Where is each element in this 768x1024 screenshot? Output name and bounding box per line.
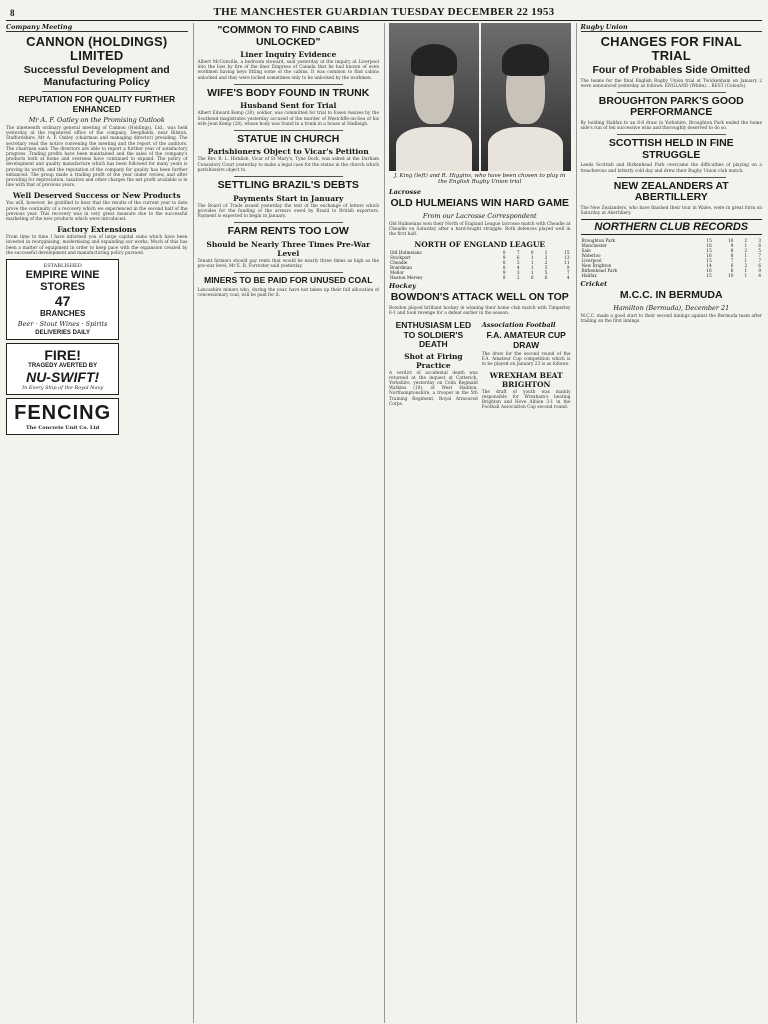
section-kicker: Rugby Union [581,23,763,32]
records-headline: NORTHERN CLUB RECORDS [581,219,763,235]
photo-player-higgins [481,23,571,171]
section-kicker: Hockey [389,282,416,291]
newspaper-title: THE MANCHESTER GUARDIAN TUESDAY DECEMBER 22 1953 [213,6,555,18]
article-subhead: Should be Nearly Three Times Pre-War Level [206,239,371,258]
article-body: You will, however, be gratified to hear that the results of the current year to date prove the continuity of a recovery which we experienced in the second half of the previous year. This recovery was in very great measure due to the successful marketing of the new products which were introduced. [6,201,188,223]
photo-caption: J. King (left) and R. Higgins, who have been chosen to play in the English Rugby Union trial [394,173,566,185]
table-row: Mellor 9 3 1 5 7 [390,270,570,276]
article-body: By holding Halifax to an 8-8 draw in Yorkshire, Broughton Park ended the home side's run of ten successive wins and thoroughly deserved to do so. [580,120,762,132]
table-row: New Brighton 14 6 2 6 [581,263,761,269]
section-kicker: Association Football [481,321,556,330]
standings-table [389,250,571,280]
article-subheading: Well Deserved Success or New Products [12,191,181,201]
article-body: The New Zealanders, who have finished their tour in Wales, were in great form on Saturday at Abertillery. [580,205,762,216]
article-headline: STATUE IN CHURCH [237,132,340,145]
column-company-meeting [6,23,188,1023]
section-kicker: Cricket [580,280,608,289]
article-body: Bowdon played brilliant hockey in winning their home club match with Timperley 6-1 and took revenge for a defeat earlier in the season. [389,305,571,316]
page-number: 8 [10,8,15,18]
advertisement-nu-swift: FIRE! TRAGEDY AVERTED BY NU-SWIFT! In Every Ship of the Royal Navy [6,343,119,395]
article-subhead: Parishioners Object to Vicar's Petition [207,147,369,157]
table-row: Heaton Mersey 8 2 0 6 4 [390,275,570,281]
table-row: Manchester 16 9 1 6 [581,243,761,249]
table-row: Stockport 9 6 1 2 13 [390,255,570,261]
column-sport [384,23,571,1023]
article-headline: OLD HULMEIANS WIN HARD GAME [390,197,569,209]
article-subhead: Four of Probables Side Omitted [592,64,750,76]
article-byline: Hamilton (Bermuda), December 21 [613,303,730,312]
article-headline: WREXHAM BEAT BRIGHTON [489,370,563,389]
records-table [581,238,763,278]
article-body: Lancashire miners who, during the year, have not taken up their full allocation of concessionary coal, will be paid for it. [197,287,379,298]
article-headline: FARM RENTS TOO LOW [227,225,349,238]
article-headline: SETTLING BRAZIL'S DEBTS [217,179,359,192]
article-body: The Rev. R. L. Hicklish, Vicar of St Mary's, Tyne Dock, was asked at the Durham Consistory Court yesterday to make a legal case for the statue in the church which parishioners object to. [197,157,379,173]
table-row: Cheadle 8 5 1 2 11 [390,260,570,266]
article-body: Old Hulmeians won their North of England League lacrosse match with Cheadle at Cheadle on Saturday after a hard-fought struggle. Both defences played well in the first half. [389,221,571,237]
table-row: Waterloo 16 8 1 7 [581,253,761,259]
section-kicker: Lacrosse [389,188,421,196]
photo-player-king [389,23,479,171]
article-headline: CHANGES FOR FINAL TRIAL [600,34,742,63]
article-body: The teams for the final English Rugby Union trial at Twickenham on January 2 were announced yesterday as follows: ENGLAND (White)... REST (Colours). [580,78,762,89]
article-body: M.C.C. made a good start to their second innings against the Bermuda team after trailing on the first innings. [580,313,762,324]
article-headline: ENTHUSIASM LED TO SOLDIER'S DEATH [395,320,472,350]
article-body: The draw for the second round of the F.A. Amateur Cup competition which is to be played on January 23 is as follows. [481,352,571,368]
article-headline: NEW ZEALANDERS AT ABERTILLERY [613,179,729,204]
article-subhead: Shot at Firing Practice [404,351,463,370]
photo-players [389,23,571,171]
article-headline: BROUGHTON PARK'S GOOD PERFORMANCE [598,94,744,119]
article-headline: MINERS TO BE PAID FOR UNUSED COAL [204,275,373,286]
table-row: Birkenhead Park 16 6 1 9 [581,268,761,274]
table-row: Sale 15 8 2 5 [581,248,761,254]
column-news [193,23,380,1023]
column-rugby [576,23,763,1023]
article-subheading: Factory Extensions [57,225,137,235]
standings-title: NORTH OF ENGLAND LEAGUE [414,240,546,250]
advertisement-empire-wine: ESTABLISHED EMPIRE WINE STORES 47 BRANCHES Beer · Stout Wines · Spirits DELIVERIES DAILY [6,259,119,340]
article-body: Albert Edward Kemp (30), soldier, was committed for trial to Essex Assizes by the Southend magistrates yesterday accused of the murder of Westcliffe-on-Sea of his wife Jean Kemp (28), whose body was found in a trunk in a house at Hadleigh. [197,111,379,127]
article-body: Albert McConville, a bedroom steward, said yesterday at the inquiry at Liverpool into the loss by fire of the liner Empress of Canada that he had known of even workmen having keys fitting some of the cabins. It was common to find cabins unlocked and they were locked sometimes only to be unlocked by the workmen. [197,60,379,81]
advertisement-fencing: FENCING The Concrete Unit Co. Ltd [6,398,119,435]
article-body: Tenant farmers should pay rents that would be nearly three times as high as the pre-war level, Mr E. R. Forrester said yesterday. [197,258,379,269]
article-headline: M.C.C. IN BERMUDA [619,289,723,302]
article-subhead: Liner Inquiry Evidence [240,50,337,59]
table-row: Old Hulmeians 8 7 0 1 15 [390,250,570,256]
article-body: The nineteenth ordinary general meeting of Cannon (Holdings), Ltd., was held yesterday at the registered office of the company, Deepfields, near Bilston, Staffordshire, Mr A. F. Oatley (chairman and managing director) presiding. The secretary read the notice convening the meeting and the report of the auditors. The chairman said: The directors are able to report a further year of satisfactory progress. Trading profits have been maintained and the sales of the company's products both at home and overseas have continued to expand. The policy of development and quality manufacture which has been followed for many years is proving its worth, and the reputation of the company for quality has been further enhanced. The group made a trading profit of the year under review, and after providing for depreciation, taxation and other charges the net profit available is in line with that of previous years. [6,126,188,189]
article-byline: Mr A. F. Oatley on the Promising Outlook [28,116,165,124]
article-headline: WIFE'S BODY FOUND IN TRUNK [207,86,370,99]
article-headline: "COMMON TO FIND CABINS UNLOCKED" [217,24,360,48]
table-row: Liverpool 15 7 1 7 [581,258,761,264]
article-headline: F.A. AMATEUR CUP DRAW [486,330,566,350]
article-body: A verdict of accidental death was returned at the inquest at Catterick, Yorkshire, yesterday on Colin Reginald Watkins (19), of West Haddon, Northamptonshire, a trooper in the 5th Training Regiment, Royal Armoured Corps. [389,370,478,407]
article-headline: SCOTTISH HELD IN FINE STRUGGLE [608,137,734,161]
article-body: Leeds Scottish and Birkenhead Park overcame the difficulties of playing on a treacherous and bitterly cold day and drew their Rugby Union club match. [580,163,762,174]
article-body: The draft of youth was mainly responsible for Wrexham's beating Brighton and Hove Albion 3-1 in the Football Association Cup second round. [481,389,571,411]
article-body: From time to time I have informed you of large capital sums which have been invested in reorganising, modernising and expanding our works. Much of this has been a matter of equipment in order to keep pace with the expansion created by the successful development and manufacturing policy pursued. [6,235,188,256]
article-headline: BOWDON'S ATTACK WELL ON TOP [390,291,569,304]
table-row: Broughton Park 15 10 2 3 [581,238,761,244]
article-subhead: Payments Start in January [233,193,344,203]
table-row: Halifax 15 10 1 4 [581,273,761,279]
article-subhead: Husband Sent for Trial [240,101,337,111]
article-subhead: Successful Development and Manufacturing Policy [23,64,170,88]
article-subhead-2: REPUTATION FOR QUALITY FURTHER ENHANCED [18,94,176,114]
article-byline: From our Lacrosse Correspondent [422,211,537,220]
article-headline: CANNON (HOLDINGS) LIMITED [26,34,168,63]
table-row: Boardman 8 4 1 3 9 [390,265,570,271]
article-body: The Board of Trade issued yesterday the text of the exchange of letters which provides for the funding of the arrears owed by Brazil to British exporters. Payment is expected to begin in January. [197,203,379,219]
section-kicker: Company Meeting [6,23,188,32]
masthead [6,4,762,21]
